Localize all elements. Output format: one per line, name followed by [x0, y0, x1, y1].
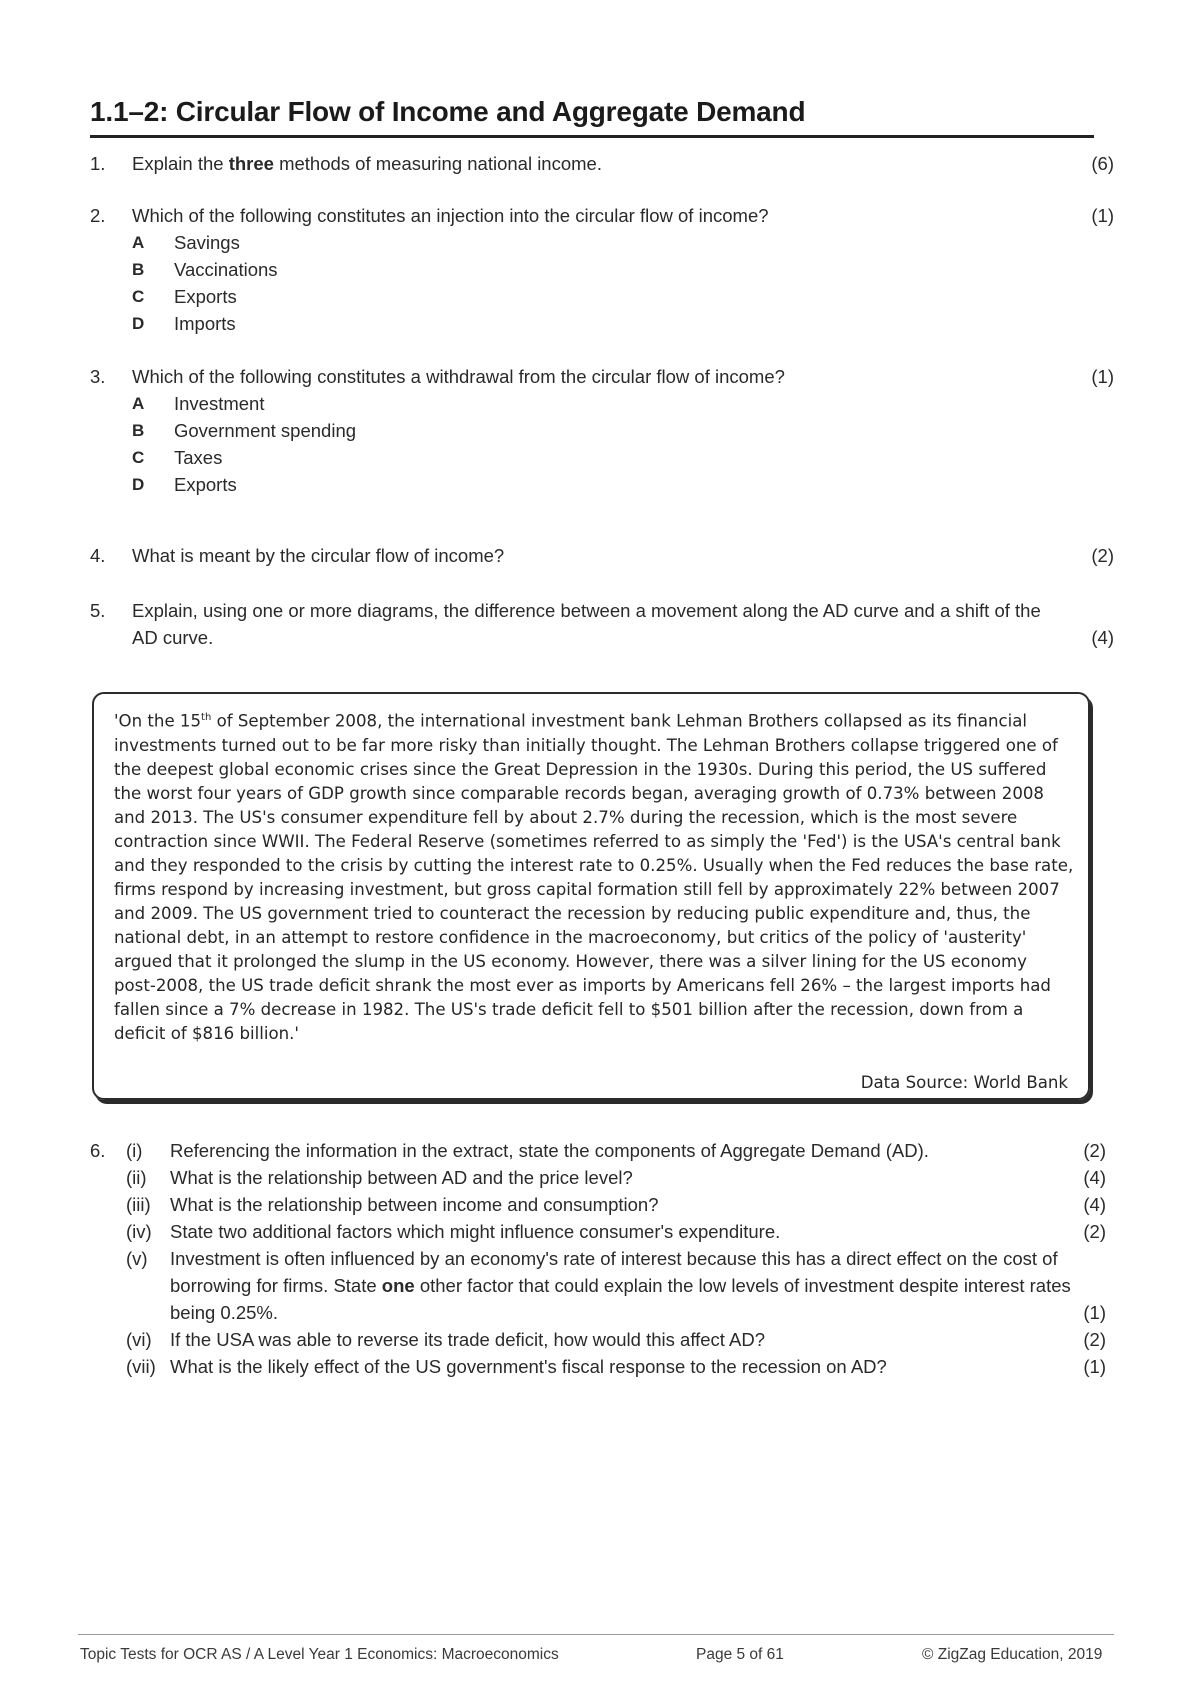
- question-text-part: Explain the: [132, 153, 229, 174]
- answer-option: [132, 444, 532, 471]
- subquestion-number: (i): [126, 1140, 143, 1161]
- subquestion: [90, 1218, 1114, 1245]
- subquestion-number: (iv): [126, 1221, 152, 1242]
- answer-options: [132, 390, 532, 498]
- question-number: 6.: [90, 1140, 106, 1161]
- question-text: Explain, using one or more diagrams, the difference between a movement along the AD curve and a shift of the AD curve.: [132, 600, 1041, 648]
- subquestion-marks: (4): [1083, 1167, 1106, 1188]
- subquestion-text: State two additional factors which might influence consumer's expenditure.: [170, 1221, 781, 1242]
- option-text: Government spending: [174, 420, 357, 441]
- extract-box: [92, 692, 1090, 1100]
- extract-text-part: 'On the 15: [114, 711, 202, 731]
- subquestion-marks: (2): [1083, 1221, 1106, 1242]
- question-number: 2.: [90, 205, 106, 226]
- extract-text-part: of September 2008, the international investment bank Lehman Brothers collapsed as its financial investments turned out to be far more risky than initially thought. The Lehman Brothers collapse triggered one of the deepest global economic crises since the Great Depression in the 1930s. During this period, the US suffered the worst four years of GDP growth since comparable records began, averaging growth of 0.73% between 2008 and 2013. The US's consumer expenditure fell by about 2.7% during the recession, which is the most severe contraction since WWII. The Federal Reserve (sometimes referred to as simply the 'Fed') is the USA's central bank and they responded to the crisis by cutting the interest rate to 0.25%. Usually when the Fed reduces the base rate, firms respond by increasing investment, but gross capital formation still fell by approximately 22% between 2007 and 2009. The US government tried to counteract the recession by reducing public expenditure and, thus, the national debt, in an attempt to restore confidence in the macroeconomy, but critics of the policy of 'austerity' argued that it prolonged the slump in the US economy. However, there was a silver lining for the US economy post-2008, the US trade deficit shrank the most ever as imports by Americans fell 26% – the largest imports had fallen since a 7% decrease in 1982. The US's trade deficit fell to $501 billion after the recession, down from a deficit of $816 billion.': [114, 711, 1074, 1043]
- question-marks: (2): [1091, 545, 1114, 566]
- option-text: Savings: [174, 232, 240, 253]
- option-text: Imports: [174, 313, 236, 334]
- option-letter: B: [132, 421, 145, 440]
- option-text: Taxes: [174, 447, 223, 468]
- subquestion-number: (vii): [126, 1356, 156, 1377]
- option-letter: C: [132, 448, 145, 467]
- question-text: Which of the following constitutes an injection into the circular flow of income?: [132, 205, 769, 226]
- option-text: Investment: [174, 393, 265, 414]
- subquestion-marks: (2): [1083, 1140, 1106, 1161]
- subquestion-number: (ii): [126, 1167, 147, 1188]
- subquestion: [90, 1137, 1114, 1164]
- question-text-part: methods of measuring national income.: [273, 153, 602, 174]
- subquestion-text: What is the likely effect of the US government's fiscal response to the recession on AD?: [170, 1356, 887, 1377]
- question-6: [90, 1137, 1114, 1380]
- subquestion-text: What is the relationship between income and consumption?: [170, 1194, 659, 1215]
- extract-text: [114, 706, 1074, 1046]
- subquestion-text: If the USA was able to reverse its trade deficit, how would this affect AD?: [170, 1329, 766, 1350]
- subquestion-text: Referencing the information in the extract, state the components of Aggregate Demand (AD).: [170, 1140, 929, 1161]
- answer-option: [132, 471, 532, 498]
- footer-copyright: © ZigZag Education, 2019: [922, 1646, 1103, 1663]
- option-letter: A: [132, 394, 145, 413]
- extract-source: Data Source: World Bank: [860, 1073, 1068, 1092]
- option-letter: B: [132, 260, 145, 279]
- option-letter: D: [132, 314, 145, 333]
- subquestion-text: What is the relationship between AD and the price level?: [170, 1167, 633, 1188]
- answer-option: [132, 229, 532, 256]
- question-text: What is meant by the circular flow of income?: [132, 545, 505, 566]
- answer-option: [132, 256, 532, 283]
- subquestion: [90, 1326, 1114, 1353]
- subquestion-marks: (1): [1083, 1356, 1106, 1377]
- subquestion-marks: (4): [1083, 1194, 1106, 1215]
- subquestion: [90, 1245, 1114, 1326]
- page-title: 1.1–2: Circular Flow of Income and Aggregate Demand: [90, 96, 806, 127]
- subquestion-text-emphasis: one: [381, 1275, 415, 1296]
- option-text: Vaccinations: [174, 259, 278, 280]
- subquestion-number: (v): [126, 1248, 148, 1269]
- subquestion-marks: (1): [1083, 1302, 1106, 1323]
- answer-options: [132, 229, 532, 337]
- question-marks: (4): [1091, 627, 1114, 648]
- title-underline: [90, 135, 1094, 138]
- question-marks: (6): [1091, 153, 1114, 174]
- answer-option: [132, 283, 532, 310]
- option-text: Exports: [174, 474, 237, 495]
- question-number: 5.: [90, 600, 106, 621]
- subquestion-number: (vi): [126, 1329, 152, 1350]
- option-letter: D: [132, 475, 145, 494]
- question-text-emphasis: three: [228, 153, 274, 174]
- subquestion-marks: (2): [1083, 1329, 1106, 1350]
- subquestion-text-part: Investment is often influenced by an economy's rate of interest because this has a direct effect on the cost of borrowing for firms. State: [170, 1248, 1058, 1296]
- extract-superscript: th: [201, 712, 212, 723]
- subquestion-text: [170, 1245, 1090, 1326]
- answer-option: [132, 390, 532, 417]
- subquestion-number: (iii): [126, 1194, 151, 1215]
- footer-divider: [78, 1634, 1114, 1635]
- question-text: [132, 150, 1052, 177]
- option-letter: C: [132, 287, 145, 306]
- subquestion-text-part: other factor that could explain the low levels of investment despite interest rates being 0.25%.: [170, 1275, 1071, 1323]
- option-letter: A: [132, 233, 145, 252]
- footer-page-number: Page 5 of 61: [696, 1646, 784, 1663]
- question-number: 3.: [90, 366, 106, 387]
- subquestion: [90, 1164, 1114, 1191]
- answer-option: [132, 310, 532, 337]
- subquestion: [90, 1191, 1114, 1218]
- subquestion: [90, 1353, 1114, 1380]
- question-number: 4.: [90, 545, 106, 566]
- answer-option: [132, 417, 532, 444]
- question-marks: (1): [1091, 205, 1114, 226]
- question-marks: (1): [1091, 366, 1114, 387]
- option-text: Exports: [174, 286, 237, 307]
- question-number: 1.: [90, 153, 106, 174]
- question-text: Which of the following constitutes a withdrawal from the circular flow of income?: [132, 366, 785, 387]
- footer-publication: Topic Tests for OCR AS / A Level Year 1 Economics: Macroeconomics: [80, 1646, 559, 1663]
